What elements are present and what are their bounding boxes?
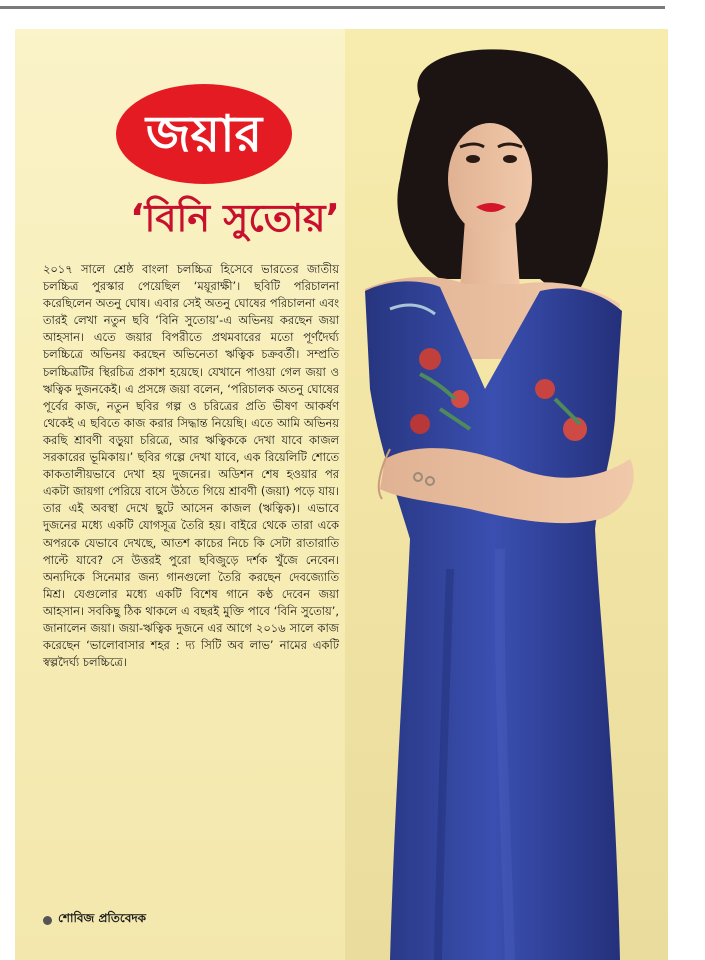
newspaper-page <box>15 29 668 960</box>
article-byline <box>43 910 146 930</box>
badge-label: জয়ার <box>145 105 263 163</box>
face-shape <box>448 123 532 235</box>
category-badge <box>116 84 292 184</box>
byline-label: শোবিজ প্রতিবেদক <box>58 911 147 925</box>
article-headline: ‘বিনি সুতোয়’ <box>130 196 340 240</box>
article-body: ২০১৭ সালে শ্রেষ্ঠ বাংলা চলচ্চিত্র হিসেবে ভারতের জাতীয় চলচ্চিত্র পুরস্কার পেয়েছিল ‘ময়ূরাক্ষী’। ছবিটি পরিচালনা করেছিলেন অতনু ঘোষ। এবার সেই অতনু ঘোষের পরিচালনা এবং তারই লেখা নতুন ছবি ‘বিনি সুতোয়’-এ অভিনয় করছেন জয়া আহসান। এতে জয়ার বিপরীতে প্রথমবারের মতো পূর্ণদৈর্ঘ্য চলচ্চিত্রে অভিনয় করছেন অভিনেতা ঋত্বিক চক্রবর্তী। সম্প্রতি চলচ্চিত্রটির স্থিরচিত্র প্রকাশ হয়েছে। যেখানে পাওয়া গেল জয়া ও ঋত্বিক দুজনকেই। এ প্রসঙ্গে জয়া বলেন, ‘পরিচালক অতনু ঘোষের পূর্বের কাজ, নতুন ছবির গল্প ও চরিত্রের প্রতি ভীষণ আকর্ষণ থেকেই এ ছবিতে কাজ করার সিদ্ধান্ত নিয়েছি। এতে আমি অভিনয় করছি শ্রাবণী বড়ুয়া চরিত্রে, আর ঋত্বিককে দেখা যাবে কাজল সরকারের ভূমিকায়।’ ছবির গল্পে দেখা যাবে, এক রিয়েলিটি শোতে কাকতালীয়ভাবে দেখা হয় দুজনের। অডিশন শেষ হওয়ার পর একটা জায়গা পেরিয়ে বাসে উঠতে গিয়ে শ্রাবণী (জয়া) পড়ে যায়। তার এই অবস্থা দেখে ছুটে আসেন কাজল (ঋত্বিক)। এভাবে দুজনের মধ্যে একটি যোগসূত্র তৈরি হয়। বাইরে থেকে তারা একে অপরকে যেভাবে দেখছে, আতশ কাচের নিচে কি সেটা রাতারাতি পাল্টে যাবে? সে উত্তরই পুরো ছবিজুড়ে দর্শক খুঁজে নেবেন। অন্যদিকে সিনেমার জন্য গানগুলো তৈরি করছেন দেবজ্যোতি মিশ্র। যেগুলোর মধ্যে একটি বিশেষ গানে কণ্ঠ দেবেন জয়া আহসান। সবকিছু ঠিক থাকলে এ বছরই মুক্তি পাবে ‘বিনি সুতোয়’, জানালেন জয়া। জয়া-ঋত্বিক দুজনে এর আগে ২০১৬ সালে কাজ করেছেন ‘ভালোবাসার শহর : দ্য সিটি অব লাভ’ নামের একটি স্বল্পদৈর্ঘ্য চলচ্চিত্রে। <box>43 262 339 670</box>
dress-shape <box>365 281 622 960</box>
bullet-icon <box>43 916 52 925</box>
top-divider <box>0 6 665 9</box>
